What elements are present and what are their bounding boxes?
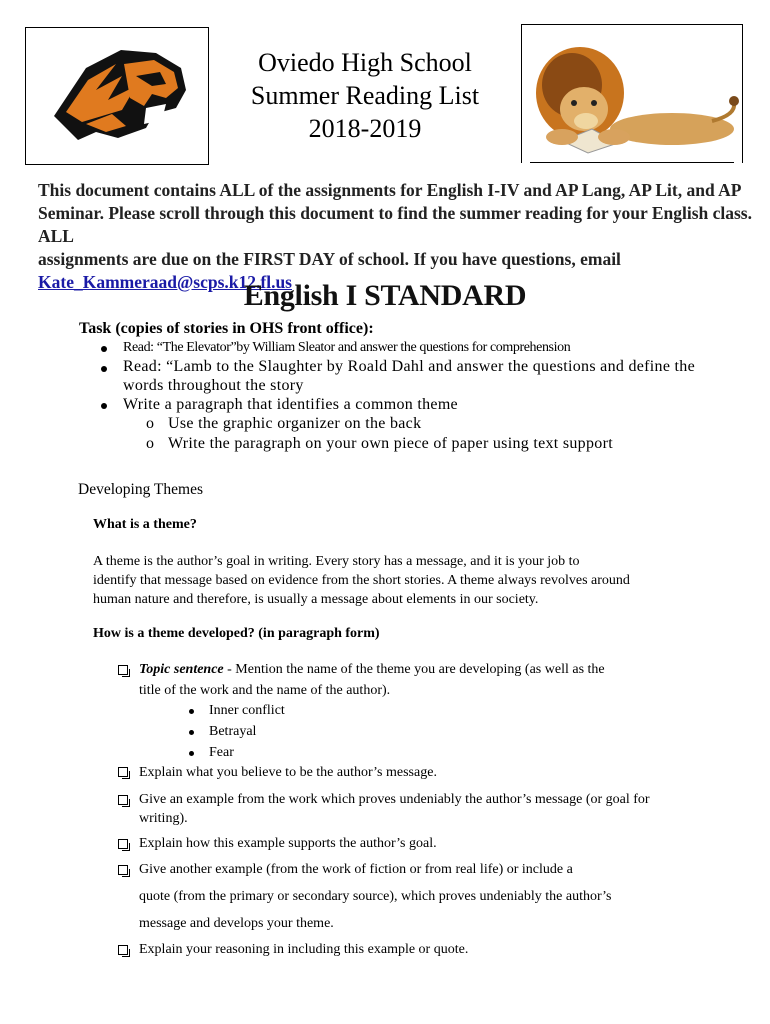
school-year: 2018-2019 bbox=[308, 114, 422, 143]
theme-question-1: What is a theme? bbox=[93, 517, 197, 532]
subtask-item-1: Use the graphic organizer on the back bbox=[168, 415, 422, 432]
contact-email-link[interactable]: Kate_Kammeraad@scps.k12.fl.us bbox=[38, 272, 292, 292]
checklist-topic-sentence bbox=[139, 662, 605, 678]
checklist-item-give-example: Give an example from the work which proves undeniably the author’s message (or goal for bbox=[139, 792, 650, 807]
intro-line-3: assignments are due on the FIRST DAY of school. If you have questions, email bbox=[38, 249, 621, 269]
intro-line-2: Seminar. Please scroll through this document to find the summer reading for your English class. ALL bbox=[38, 203, 752, 246]
section-heading: English I STANDARD bbox=[243, 279, 527, 312]
themes-title: Developing Themes bbox=[78, 481, 203, 498]
lion-head-logo-icon bbox=[26, 28, 208, 164]
bullet-icon bbox=[101, 403, 107, 409]
task-label: Task (copies of stories in OHS front office): bbox=[79, 320, 374, 337]
checkbox-bullet-icon bbox=[118, 795, 128, 805]
bullet-icon bbox=[101, 346, 107, 352]
checklist-item-give-example-continued: writing). bbox=[139, 811, 188, 826]
task-item-2: Read: “Lamb to the Slaughter by Roald Dahl and answer the questions and define the bbox=[123, 358, 696, 375]
task-item-2-continued: words throughout the story bbox=[123, 377, 304, 394]
checkbox-bullet-icon bbox=[118, 665, 128, 675]
document-title bbox=[210, 46, 520, 145]
example-betrayal: Betrayal bbox=[209, 724, 257, 739]
school-logo-frame bbox=[25, 27, 209, 165]
intro-line-1: This document contains ALL of the assignments for English I-IV and AP Lang, AP Lit, and AP bbox=[38, 180, 742, 200]
bullet-icon bbox=[189, 751, 194, 756]
task-item-3: Write a paragraph that identifies a common theme bbox=[123, 396, 458, 413]
reading-lion-frame bbox=[521, 24, 743, 163]
theme-definition-line-1: A theme is the author’s goal in writing. Every story has a message, and it is your job to bbox=[93, 554, 580, 569]
list-title: Summer Reading List bbox=[250, 81, 480, 110]
example-inner-conflict: Inner conflict bbox=[209, 703, 285, 718]
open-circle-bullet-icon: o bbox=[146, 435, 154, 452]
theme-question-2: How is a theme developed? (in paragraph form) bbox=[93, 626, 380, 641]
checkbox-bullet-icon bbox=[118, 767, 128, 777]
theme-definition-line-2: identify that message based on evidence from the short stories. A theme always revolves around bbox=[93, 573, 630, 588]
theme-definition bbox=[93, 552, 678, 609]
checkbox-bullet-icon bbox=[118, 865, 128, 875]
example-fear: Fear bbox=[209, 745, 234, 760]
checklist-item-explain-example: Explain how this example supports the author’s goal. bbox=[139, 836, 437, 851]
intro-paragraph bbox=[38, 179, 760, 294]
reading-lion-illustration bbox=[522, 25, 742, 163]
checklist-item-reasoning: Explain your reasoning in including this example or quote. bbox=[139, 942, 469, 957]
checklist-item-another-example-line-2: quote (from the primary or secondary source), which proves undeniably the author’s bbox=[139, 889, 612, 904]
task-item-1: Read: “The Elevator”by William Sleator and answer the questions for comprehension bbox=[123, 340, 571, 355]
bullet-icon bbox=[189, 730, 194, 735]
topic-sentence-text: - Mention the name of the theme you are developing (as well as the bbox=[223, 662, 605, 677]
checkbox-bullet-icon bbox=[118, 945, 128, 955]
checklist-item-authors-message: Explain what you believe to be the author’s message. bbox=[139, 765, 437, 780]
theme-definition-line-3: human nature and therefore, is usually a message about elements in our society. bbox=[93, 592, 539, 607]
topic-sentence-label: Topic sentence bbox=[139, 662, 224, 677]
checklist-item-another-example-line-3: message and develops your theme. bbox=[139, 916, 334, 931]
open-circle-bullet-icon: o bbox=[146, 415, 154, 432]
subtask-item-2: Write the paragraph on your own piece of paper using text support bbox=[168, 435, 613, 452]
bullet-icon bbox=[189, 709, 194, 714]
school-name: Oviedo High School bbox=[258, 48, 472, 77]
checkbox-bullet-icon bbox=[118, 839, 128, 849]
bullet-icon bbox=[101, 366, 107, 372]
topic-sentence-continued: title of the work and the name of the author). bbox=[139, 683, 391, 698]
checklist-item-another-example: Give another example (from the work of fiction or from real life) or include a bbox=[139, 862, 573, 877]
